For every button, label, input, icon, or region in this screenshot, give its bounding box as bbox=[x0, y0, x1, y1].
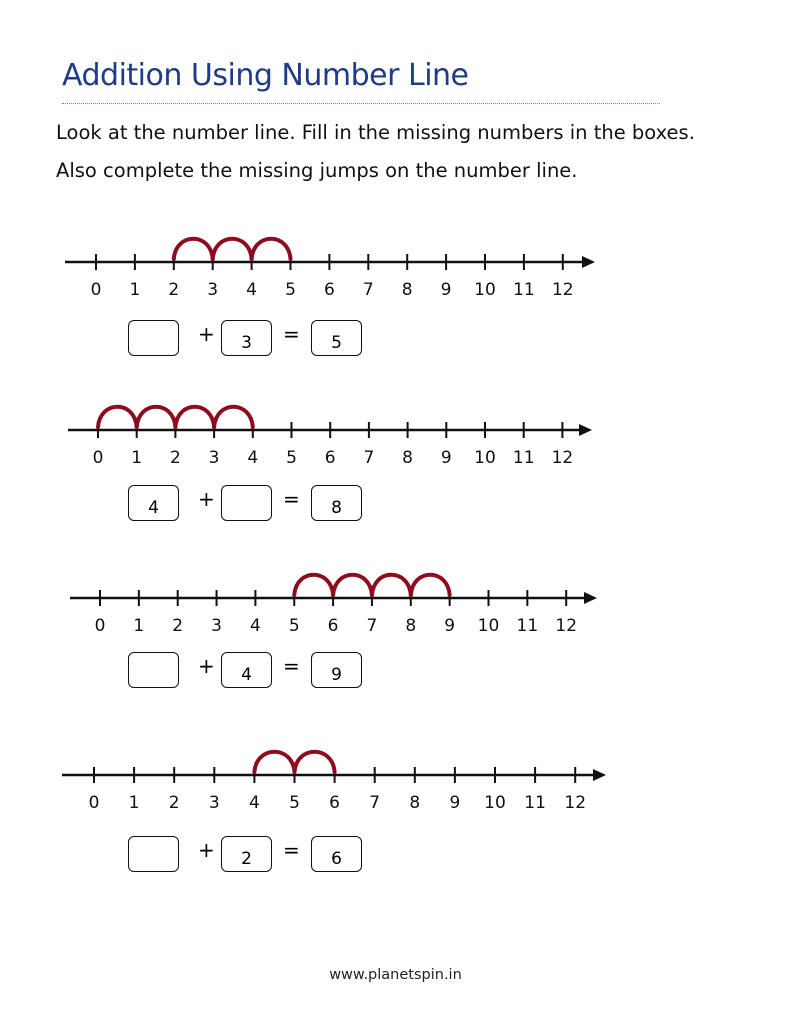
tick-label: 6 bbox=[323, 280, 335, 300]
tick-label: 8 bbox=[402, 448, 414, 468]
tick-label: 2 bbox=[168, 793, 180, 813]
tick-label: 7 bbox=[369, 793, 381, 813]
tick-label: 4 bbox=[246, 280, 258, 300]
tick-label: 12 bbox=[555, 616, 578, 636]
tick-label: 3 bbox=[211, 616, 222, 636]
equals-sign: = bbox=[283, 322, 300, 346]
tick-label: 2 bbox=[168, 280, 180, 300]
tick-label: 9 bbox=[449, 793, 461, 813]
tick-label: 10 bbox=[474, 280, 496, 300]
tick-label: 5 bbox=[289, 793, 300, 813]
sum-box: 9 bbox=[311, 652, 362, 688]
tick-label: 9 bbox=[440, 448, 452, 468]
addend2-box: 4 bbox=[221, 652, 272, 688]
jump-arc bbox=[411, 575, 450, 595]
jump-arc bbox=[175, 407, 214, 427]
tick-label: 1 bbox=[133, 616, 145, 636]
sum-box: 6 bbox=[311, 836, 362, 872]
jump-arc bbox=[372, 575, 411, 595]
jump-arc bbox=[137, 407, 176, 427]
plus-sign: + bbox=[198, 322, 215, 346]
tick-label: 7 bbox=[363, 448, 375, 468]
jump-arc bbox=[252, 239, 291, 259]
tick-label: 1 bbox=[128, 793, 140, 813]
tick-label: 11 bbox=[524, 793, 546, 813]
tick-label: 5 bbox=[285, 280, 296, 300]
addend1-box: 4 bbox=[128, 485, 179, 521]
tick-label: 1 bbox=[129, 280, 141, 300]
addend1-box[interactable] bbox=[128, 836, 179, 872]
number-line bbox=[0, 538, 791, 658]
tick-label: 2 bbox=[169, 448, 181, 468]
tick-label: 0 bbox=[90, 280, 102, 300]
equals-sign: = bbox=[283, 487, 300, 511]
tick-label: 0 bbox=[92, 448, 104, 468]
jump-arc bbox=[295, 752, 335, 772]
equals-sign: = bbox=[283, 654, 300, 678]
tick-label: 10 bbox=[477, 616, 500, 636]
footer-url: www.planetspin.in bbox=[329, 967, 462, 983]
tick-label: 10 bbox=[484, 793, 506, 813]
tick-label: 10 bbox=[474, 448, 496, 468]
tick-label: 3 bbox=[208, 793, 220, 813]
tick-label: 5 bbox=[288, 616, 300, 636]
plus-sign: + bbox=[198, 838, 215, 862]
tick-label: 0 bbox=[88, 793, 100, 813]
tick-label: 3 bbox=[207, 280, 219, 300]
jump-arc bbox=[98, 407, 137, 427]
page-title: Addition Using Number Line bbox=[62, 58, 469, 93]
plus-sign: + bbox=[198, 487, 215, 511]
addend1-box[interactable] bbox=[128, 320, 179, 356]
jump-arc bbox=[174, 239, 213, 259]
jump-arc bbox=[333, 575, 372, 595]
tick-label: 11 bbox=[513, 280, 535, 300]
tick-label: 1 bbox=[131, 448, 143, 468]
tick-label: 8 bbox=[409, 793, 421, 813]
tick-label: 7 bbox=[362, 280, 374, 300]
tick-label: 12 bbox=[551, 280, 574, 300]
sum-box: 5 bbox=[311, 320, 362, 356]
plus-sign: + bbox=[198, 654, 215, 678]
equals-sign: = bbox=[283, 838, 300, 862]
addend2-box[interactable] bbox=[221, 485, 272, 521]
tick-label: 8 bbox=[405, 616, 417, 636]
instructions: Look at the number line. Fill in the missing numbers in the boxes. Also complete the missing jumps on the number line. bbox=[56, 121, 695, 182]
arrow-icon bbox=[593, 769, 606, 781]
tick-label: 2 bbox=[172, 616, 184, 636]
jump-arc bbox=[254, 752, 294, 772]
arrow-icon bbox=[579, 424, 592, 436]
tick-label: 4 bbox=[247, 448, 259, 468]
tick-label: 6 bbox=[327, 616, 339, 636]
tick-label: 12 bbox=[564, 793, 587, 813]
tick-label: 9 bbox=[440, 280, 452, 300]
addend2-box: 3 bbox=[221, 320, 272, 356]
tick-label: 7 bbox=[366, 616, 378, 636]
jump-arc bbox=[294, 575, 333, 595]
jump-arc bbox=[214, 407, 253, 427]
number-line bbox=[0, 715, 791, 835]
title-divider bbox=[62, 103, 660, 104]
tick-label: 9 bbox=[444, 616, 456, 636]
tick-label: 3 bbox=[208, 448, 220, 468]
number-line bbox=[0, 370, 791, 490]
addend2-box: 2 bbox=[221, 836, 272, 872]
jump-arc bbox=[213, 239, 252, 259]
number-line bbox=[0, 202, 791, 322]
tick-label: 4 bbox=[248, 793, 260, 813]
tick-label: 0 bbox=[94, 616, 106, 636]
tick-label: 11 bbox=[512, 448, 535, 468]
sum-box: 8 bbox=[311, 485, 362, 521]
arrow-icon bbox=[584, 592, 597, 604]
tick-label: 6 bbox=[329, 793, 341, 813]
tick-label: 5 bbox=[286, 448, 297, 468]
arrow-icon bbox=[582, 256, 595, 268]
tick-label: 12 bbox=[551, 448, 574, 468]
addend1-box[interactable] bbox=[128, 652, 179, 688]
tick-label: 11 bbox=[516, 616, 539, 636]
tick-label: 4 bbox=[249, 616, 261, 636]
tick-label: 6 bbox=[324, 448, 336, 468]
tick-label: 8 bbox=[401, 280, 413, 300]
